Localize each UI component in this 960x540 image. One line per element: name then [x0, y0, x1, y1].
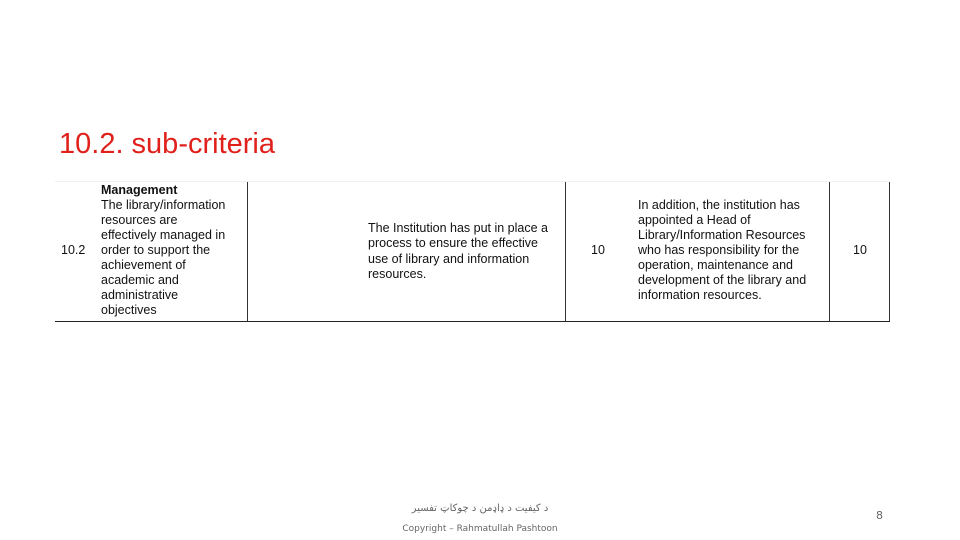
standard-line: The Institution has put in place a: [368, 221, 548, 235]
enhancement-line: operation, maintenance and: [638, 258, 793, 272]
footer-copyright: Copyright – Rahmatullah Pashtoon: [402, 524, 558, 534]
enhancement-line: information resources.: [638, 288, 762, 302]
criterion-code: 10.2: [61, 243, 86, 257]
criterion-line: objectives: [101, 303, 157, 317]
enhancement-line: In addition, the institution has: [638, 198, 800, 212]
criterion-line: achievement of: [101, 258, 186, 272]
criterion-heading: Management: [101, 183, 178, 197]
criterion-line: academic and: [101, 273, 179, 287]
table-divider: [565, 182, 566, 321]
page-number: 8: [876, 509, 883, 522]
enhancement-line: development of the library and: [638, 273, 807, 287]
criterion-line: resources are: [101, 213, 178, 227]
enhancement-line: who has responsibility for the: [638, 243, 800, 257]
standard-line: use of library and information: [368, 252, 530, 266]
slide-title: 10.2. sub-criteria: [59, 128, 275, 160]
enhancement-line: appointed a Head of: [638, 213, 751, 227]
criterion-line: administrative: [101, 288, 179, 302]
table-divider: [247, 182, 248, 321]
criterion-line: effectively managed in: [101, 228, 226, 242]
criteria-table: [55, 181, 890, 322]
footer-title: د کیفیت د ډاډمن د چوکاټ تفسیر: [411, 503, 549, 514]
table-divider: [829, 182, 830, 321]
criterion-line: order to support the: [101, 243, 211, 257]
standard-score: 10: [591, 243, 605, 257]
table-divider: [889, 182, 890, 321]
enhancement-score: 10: [853, 243, 867, 257]
standard-line: process to ensure the effective: [368, 236, 539, 250]
standard-line: resources.: [368, 267, 427, 281]
criterion-line: The library/information: [101, 198, 226, 212]
enhancement-line: Library/Information Resources: [638, 228, 806, 242]
